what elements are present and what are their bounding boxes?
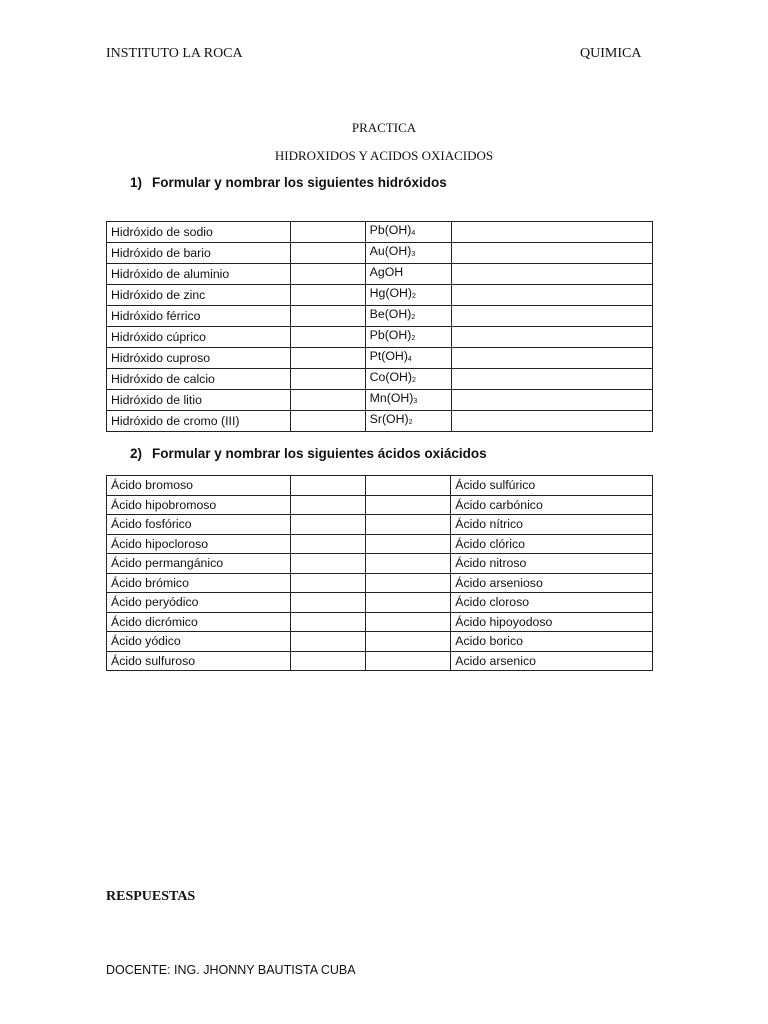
hydroxide-row [107, 348, 653, 369]
answer-cell [290, 285, 365, 306]
formula-text: AgOH [369, 265, 404, 279]
oxoacid-row [107, 612, 653, 632]
answer-cell [290, 369, 365, 390]
answer-cell [451, 369, 652, 390]
answer-cell [290, 612, 365, 632]
answer-cell [365, 632, 451, 652]
hydroxide-row [107, 264, 653, 285]
hydroxide-row [107, 222, 653, 243]
formula-text: Au(OH) [369, 244, 412, 258]
oxoacid-name-left: Ácido bromoso [107, 476, 291, 496]
oxoacid-name-left: Ácido hipobromoso [107, 495, 291, 515]
oxoacid-row [107, 495, 653, 515]
oxoacid-name-right: Ácido carbónico [451, 495, 653, 515]
hydroxides-table [106, 221, 653, 432]
formula-subscript: 2 [412, 377, 416, 384]
hydroxide-row [107, 369, 653, 390]
oxoacid-row [107, 476, 653, 496]
page-title: PRACTICA [351, 120, 417, 135]
answer-cell [290, 348, 365, 369]
oxoacid-name-right: Ácido sulfúrico [451, 476, 653, 496]
answer-cell [365, 476, 451, 496]
hydroxide-formula [365, 222, 451, 243]
hydroxide-formula [365, 348, 451, 369]
answer-cell [451, 411, 652, 432]
page-subtitle: HIDROXIDOS Y ACIDOS OXIACIDOS [274, 148, 494, 163]
answer-cell [451, 285, 652, 306]
formula-text: Pt(OH) [369, 349, 408, 363]
answer-cell [290, 476, 365, 496]
oxoacid-name-left: Ácido fosfórico [107, 515, 291, 535]
answer-cell [290, 554, 365, 574]
oxoacid-name-right: Acido borico [451, 632, 653, 652]
section2-number: 2) [130, 446, 143, 461]
hydroxides-table-body [107, 222, 653, 432]
school-name: INSTITUTO LA ROCA [106, 46, 243, 61]
answer-cell [290, 593, 365, 613]
hydroxide-row [107, 390, 653, 411]
answer-cell [290, 573, 365, 593]
oxoacid-name-left: Ácido brómico [107, 573, 291, 593]
formula-subscript: 4 [407, 356, 412, 363]
formula-subscript: 3 [411, 251, 416, 258]
hydroxide-formula [365, 327, 451, 348]
answer-cell [290, 495, 365, 515]
answer-cell [290, 411, 365, 432]
answer-cell [365, 573, 451, 593]
answer-cell [365, 554, 451, 574]
hydroxide-name: Hidróxido de litio [107, 390, 291, 411]
formula-subscript: 4 [411, 230, 416, 237]
hydroxide-name: Hidróxido de zinc [107, 285, 291, 306]
hydroxide-formula [365, 243, 451, 264]
hydroxide-name: Hidróxido de sodio [107, 222, 291, 243]
formula-text: Pb(OH) [369, 328, 412, 342]
hydroxide-formula [365, 390, 451, 411]
section2-heading [130, 446, 487, 461]
oxoacid-row [107, 593, 653, 613]
oxoacid-name-right: Ácido clórico [451, 534, 653, 554]
oxoacid-row [107, 554, 653, 574]
answers-heading: RESPUESTAS [106, 889, 196, 904]
answer-cell [365, 651, 451, 671]
hydroxide-name: Hidróxido cúprico [107, 327, 291, 348]
formula-text: Mn(OH) [369, 391, 414, 405]
subject-name: QUIMICA [580, 46, 642, 61]
formula-subscript: 2 [411, 314, 416, 321]
oxoacid-row [107, 632, 653, 652]
answer-cell [451, 348, 652, 369]
oxoacid-name-left: Ácido sulfuroso [107, 651, 291, 671]
section1-number: 1) [130, 175, 143, 190]
oxoacid-name-right: Ácido nítrico [451, 515, 653, 535]
section2-title: Formular y nombrar los siguientes ácidos oxiácidos [152, 446, 487, 461]
answer-cell [290, 243, 365, 264]
oxoacids-table [106, 475, 653, 671]
oxoacid-name-right: Ácido cloroso [451, 593, 653, 613]
hydroxide-name: Hidróxido de bario [107, 243, 291, 264]
answer-cell [451, 390, 652, 411]
formula-text: Pb(OH) [369, 223, 412, 237]
teacher-footer: DOCENTE: ING. JHONNY BAUTISTA CUBA [106, 963, 356, 977]
oxoacid-name-right: Ácido nitroso [451, 554, 653, 574]
answer-cell [451, 222, 652, 243]
hydroxide-row [107, 327, 653, 348]
oxoacids-table-body [107, 476, 653, 671]
answer-cell [365, 612, 451, 632]
hydroxide-formula [365, 264, 451, 285]
answer-cell [290, 222, 365, 243]
oxoacid-name-right: Ácido hipoyodoso [451, 612, 653, 632]
hydroxide-row [107, 243, 653, 264]
formula-subscript: 3 [413, 398, 418, 405]
hydroxide-name: Hidróxido férrico [107, 306, 291, 327]
hydroxide-formula [365, 285, 451, 306]
answer-cell [451, 306, 652, 327]
hydroxide-name: Hidróxido de calcio [107, 369, 291, 390]
answer-cell [290, 534, 365, 554]
hydroxide-name: Hidróxido de aluminio [107, 264, 291, 285]
formula-text: Be(OH) [369, 307, 412, 321]
answer-cell [290, 632, 365, 652]
answer-cell [290, 390, 365, 411]
answer-cell [290, 327, 365, 348]
oxoacid-row [107, 534, 653, 554]
hydroxide-row [107, 285, 653, 306]
hydroxide-row [107, 411, 653, 432]
oxoacid-row [107, 651, 653, 671]
answer-cell [365, 534, 451, 554]
answer-cell [290, 264, 365, 285]
hydroxide-formula [365, 306, 451, 327]
oxoacid-name-right: Ácido arsenioso [451, 573, 653, 593]
oxoacid-name-left: Ácido dicrómico [107, 612, 291, 632]
oxoacid-name-right: Acido arsenico [451, 651, 653, 671]
formula-text: Co(OH) [369, 370, 413, 384]
formula-subscript: 2 [412, 293, 416, 300]
answer-cell [365, 515, 451, 535]
section1-title: Formular y nombrar los siguientes hidróxidos [152, 175, 447, 190]
answer-cell [290, 306, 365, 327]
answer-cell [365, 593, 451, 613]
oxoacid-name-left: Ácido peryódico [107, 593, 291, 613]
answer-cell [451, 243, 652, 264]
answer-cell [290, 651, 365, 671]
hydroxide-name: Hidróxido de cromo (III) [107, 411, 291, 432]
answer-cell [365, 495, 451, 515]
oxoacid-row [107, 573, 653, 593]
oxoacid-row [107, 515, 653, 535]
section1-heading [130, 175, 447, 190]
formula-subscript: 2 [411, 335, 416, 342]
oxoacid-name-left: Ácido hipocloroso [107, 534, 291, 554]
formula-text: Hg(OH) [369, 286, 413, 300]
answer-cell [451, 327, 652, 348]
hydroxide-name: Hidróxido cuproso [107, 348, 291, 369]
oxoacid-name-left: Ácido permangánico [107, 554, 291, 574]
oxoacid-name-left: Ácido yódico [107, 632, 291, 652]
answer-cell [290, 515, 365, 535]
hydroxide-formula [365, 411, 451, 432]
formula-subscript: 2 [408, 419, 413, 426]
formula-text: Sr(OH) [369, 412, 409, 426]
hydroxide-row [107, 306, 653, 327]
hydroxide-formula [365, 369, 451, 390]
answer-cell [451, 264, 652, 285]
